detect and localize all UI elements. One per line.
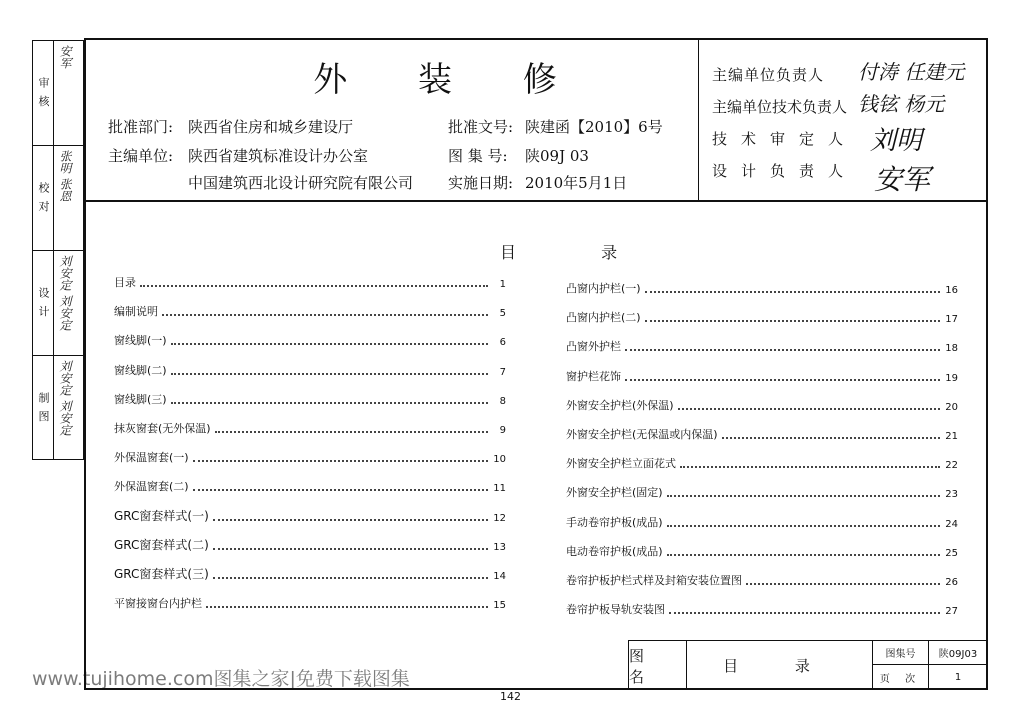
sidebar-signature: 张明 张恩 bbox=[58, 150, 72, 202]
title-block-name-label: 图 名 bbox=[629, 641, 687, 690]
toc-leader-dots bbox=[193, 489, 488, 491]
toc-entry-page: 18 bbox=[945, 343, 958, 355]
toc-entry-page: 7 bbox=[499, 366, 506, 378]
responsibility-role: 技术审定人 bbox=[712, 130, 858, 148]
toc-entry-label: GRC窗套样式(二) bbox=[114, 537, 209, 552]
responsibility-signature: 刘明 bbox=[870, 126, 923, 156]
header-vertical-divider bbox=[698, 40, 699, 200]
editor-unit-2: 中国建筑西北设计研究院有限公司 bbox=[188, 174, 414, 192]
approval-no: 陕建函【2010】6号 bbox=[525, 118, 663, 136]
toc-entry-page: 8 bbox=[499, 395, 506, 407]
toc-entry[interactable] bbox=[566, 603, 958, 617]
atlas-no-label: 图 集 号: bbox=[448, 147, 508, 165]
toc-leader-dots bbox=[680, 466, 940, 468]
sidebar-cell bbox=[33, 251, 83, 356]
responsibility-role: 主编单位技术负责人 bbox=[712, 98, 848, 116]
responsibility-signature: 安军 bbox=[874, 163, 931, 196]
toc-entry[interactable] bbox=[114, 539, 506, 553]
toc-leader-dots bbox=[171, 373, 488, 375]
toc-entry[interactable] bbox=[566, 282, 958, 296]
editor-unit-label: 主编单位: bbox=[108, 147, 174, 165]
toc-entry[interactable] bbox=[114, 480, 506, 494]
sidebar-signature: 安军 bbox=[58, 45, 72, 69]
toc-entry[interactable] bbox=[566, 311, 958, 325]
toc-entry-label: 手动卷帘护板(成品) bbox=[566, 515, 663, 529]
toc-title: 目 录 bbox=[500, 243, 658, 262]
toc-entry-label: 窗线脚(三) bbox=[114, 392, 167, 406]
sidebar-cell bbox=[33, 356, 83, 459]
toc-entry-label: 凸窗内护栏(二) bbox=[566, 311, 641, 325]
impl-date-label: 实施日期: bbox=[448, 174, 514, 192]
sidebar-signature: 刘安定 刘安定 bbox=[58, 360, 72, 436]
toc-entry-page: 15 bbox=[493, 600, 506, 612]
toc-entry[interactable] bbox=[566, 399, 958, 413]
toc-entry[interactable] bbox=[114, 334, 506, 348]
toc-entry-label: 凸窗外护栏 bbox=[566, 340, 621, 354]
sidebar-label: 设 计 bbox=[33, 251, 54, 355]
toc-entry[interactable] bbox=[114, 393, 506, 407]
toc-leader-dots bbox=[213, 519, 488, 521]
toc-entry-label: 窗线脚(一) bbox=[114, 334, 167, 348]
responsibility-role: 主编单位负责人 bbox=[712, 66, 825, 84]
toc-entry-label: 编制说明 bbox=[114, 305, 158, 319]
toc-entry-page: 11 bbox=[493, 483, 506, 495]
header-divider bbox=[84, 200, 988, 202]
toc-leader-dots bbox=[669, 612, 940, 614]
toc-entry[interactable] bbox=[114, 305, 506, 319]
toc-entry[interactable] bbox=[566, 574, 958, 588]
watermark-text: www.tujihome.com图集之家|免费下载图集 bbox=[32, 668, 410, 690]
toc-leader-dots bbox=[625, 379, 940, 381]
responsibility-role: 设计负责人 bbox=[712, 162, 858, 180]
toc-entry[interactable] bbox=[114, 276, 506, 290]
toc-entry-page: 25 bbox=[945, 547, 958, 559]
toc-entry-label: 目录 bbox=[114, 276, 136, 289]
toc-leader-dots bbox=[206, 606, 488, 608]
toc-entry-page: 19 bbox=[945, 372, 958, 384]
toc-entry-label: 外窗安全护栏(外保温) bbox=[566, 398, 674, 412]
toc-entry-page: 21 bbox=[945, 431, 958, 442]
toc-leader-dots bbox=[215, 431, 488, 433]
toc-entry-label: 电动卷帘护板(成品) bbox=[566, 544, 663, 558]
toc-leader-dots bbox=[213, 548, 488, 550]
toc-entry-label: 凸窗内护栏(一) bbox=[566, 282, 641, 295]
responsibility-signature: 付涛 任建元 bbox=[858, 60, 965, 84]
toc-entry-page: 14 bbox=[493, 571, 506, 582]
toc-entry-label: 平窗接窗台内护栏 bbox=[114, 597, 202, 611]
toc-entry-label: 抹灰窗套(无外保温) bbox=[114, 422, 211, 435]
toc-entry-page: 16 bbox=[945, 285, 958, 296]
toc-leader-dots bbox=[722, 437, 940, 439]
toc-entry-page: 1 bbox=[499, 279, 506, 290]
toc-leader-dots bbox=[625, 349, 940, 351]
toc-entry[interactable] bbox=[566, 457, 958, 471]
approval-dept: 陕西省住房和城乡建设厅 bbox=[188, 118, 354, 136]
toc-entry-page: 22 bbox=[945, 460, 958, 472]
toc-entry-page: 24 bbox=[945, 518, 958, 530]
toc-leader-dots bbox=[162, 314, 488, 316]
toc-leader-dots bbox=[193, 460, 488, 462]
toc-entry-page: 13 bbox=[493, 541, 506, 553]
toc-entry-page: 9 bbox=[499, 425, 506, 436]
approval-no-label: 批准文号: bbox=[448, 118, 514, 136]
toc-entry[interactable] bbox=[114, 510, 506, 524]
toc-entry-page: 6 bbox=[499, 337, 506, 349]
toc-entry[interactable] bbox=[114, 422, 506, 436]
toc-entry[interactable] bbox=[566, 486, 958, 500]
impl-date: 2010年5月1日 bbox=[525, 174, 628, 192]
page-title: 外 装 修 bbox=[313, 60, 587, 100]
toc-entry-page: 12 bbox=[493, 512, 506, 524]
toc-leader-dots bbox=[171, 343, 488, 345]
toc-leader-dots bbox=[213, 577, 488, 579]
title-block-page-label: 页 次 bbox=[873, 665, 929, 690]
toc-entry-page: 17 bbox=[945, 314, 958, 326]
review-sidebar bbox=[32, 40, 84, 460]
title-block-name: 目 录 bbox=[687, 641, 873, 690]
toc-entry-label: 窗线脚(二) bbox=[114, 363, 167, 377]
atlas-no: 陕09J 03 bbox=[525, 147, 589, 165]
approval-dept-label: 批准部门: bbox=[108, 118, 174, 136]
toc-entry-page: 20 bbox=[945, 401, 958, 413]
toc-entry[interactable] bbox=[566, 370, 958, 384]
toc-leader-dots bbox=[645, 291, 940, 293]
toc-entry-label: 窗护栏花饰 bbox=[566, 369, 621, 383]
toc-entry-label: 外窗安全护栏立面花式 bbox=[566, 457, 676, 471]
toc-entry[interactable] bbox=[566, 340, 958, 354]
title-block bbox=[628, 640, 988, 690]
toc-entry-label: 卷帘护板导轨安装图 bbox=[566, 603, 665, 617]
toc-entry[interactable] bbox=[114, 364, 506, 378]
toc-entry-page: 10 bbox=[493, 454, 506, 466]
toc-leader-dots bbox=[667, 495, 940, 497]
title-block-atlas-no: 陕09J03 bbox=[929, 641, 987, 665]
sidebar-signature: 刘安定 刘安定 bbox=[58, 255, 72, 331]
toc-leader-dots bbox=[667, 554, 940, 556]
toc-entry[interactable] bbox=[566, 428, 958, 442]
sidebar-cell bbox=[33, 41, 83, 146]
toc-entry[interactable] bbox=[114, 451, 506, 465]
toc-entry-page: 26 bbox=[945, 577, 958, 588]
toc-entry-page: 5 bbox=[499, 308, 506, 320]
sidebar-label: 校 对 bbox=[33, 146, 54, 250]
toc-entry-page: 23 bbox=[945, 489, 958, 501]
toc-entry-label: 外保温窗套(一) bbox=[114, 451, 189, 465]
sidebar-label: 审 核 bbox=[33, 41, 54, 145]
sidebar-cell bbox=[33, 146, 83, 251]
toc-entry-label: 外窗安全护栏(固定) bbox=[566, 486, 663, 500]
toc-entry-label: 卷帘护板护栏式样及封箱安装位置图 bbox=[566, 574, 742, 587]
toc-entry[interactable] bbox=[566, 545, 958, 559]
sidebar-label: 制 图 bbox=[33, 356, 54, 459]
toc-entry-label: 外保温窗套(二) bbox=[114, 480, 189, 494]
toc-entry-label: GRC窗套样式(一) bbox=[114, 508, 209, 523]
toc-entry[interactable] bbox=[114, 597, 506, 611]
toc-leader-dots bbox=[645, 320, 940, 322]
toc-entry-label: 外窗安全护栏(无保温或内保温) bbox=[566, 428, 718, 441]
toc-entry[interactable] bbox=[114, 568, 506, 582]
toc-entry-page: 27 bbox=[945, 606, 958, 618]
toc-entry-label: GRC窗套样式(三) bbox=[114, 567, 209, 581]
toc-leader-dots bbox=[667, 525, 940, 527]
toc-leader-dots bbox=[678, 408, 940, 410]
title-block-atlas-label: 图集号 bbox=[873, 641, 929, 665]
toc-leader-dots bbox=[171, 402, 488, 404]
title-block-page: 1 bbox=[954, 672, 962, 683]
toc-leader-dots bbox=[140, 285, 488, 287]
page-number: 142 bbox=[500, 690, 521, 703]
toc-entry[interactable] bbox=[566, 516, 958, 530]
responsibility-signature: 钱铉 杨元 bbox=[858, 92, 945, 116]
toc-leader-dots bbox=[746, 583, 940, 585]
editor-unit-1: 陕西省建筑标准设计办公室 bbox=[188, 147, 369, 165]
